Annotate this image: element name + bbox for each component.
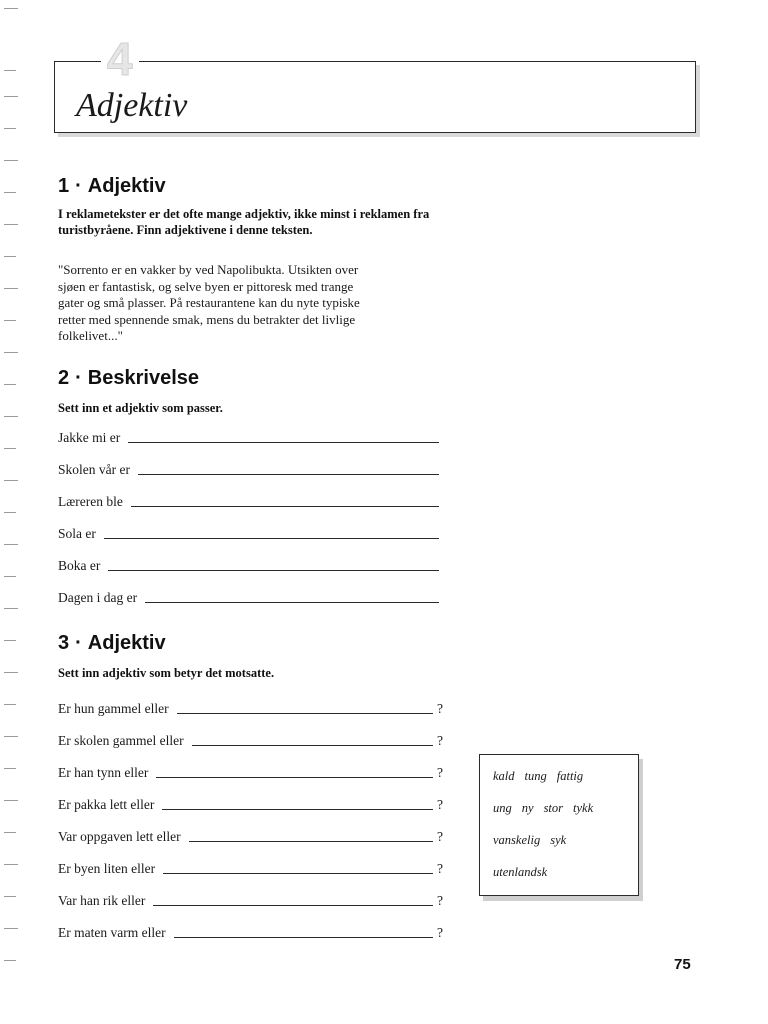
fill-prompt: Er byen liten eller (58, 861, 156, 876)
answer-blank[interactable] (189, 841, 433, 842)
word: stor (543, 801, 564, 815)
fill-prompt: Jakke mi er (58, 430, 121, 445)
answer-blank[interactable] (145, 602, 439, 603)
word: ny (521, 801, 534, 815)
fill-prompt: Sola er (58, 526, 96, 541)
word: tung (524, 769, 547, 783)
scan-margin-marks (0, 0, 30, 1024)
answer-blank[interactable] (128, 442, 439, 443)
word: syk (550, 833, 567, 847)
word-bank-row (493, 800, 603, 816)
answer-blank[interactable] (153, 905, 433, 906)
fill-prompt: Er han tynn eller (58, 765, 149, 780)
fill-row (58, 697, 443, 717)
question-mark: ? (437, 733, 443, 748)
chapter-title: Adjektiv (76, 87, 188, 124)
answer-blank[interactable] (131, 506, 439, 507)
word-bank-row (493, 768, 593, 784)
fill-prompt: Var han rik eller (58, 893, 146, 908)
fill-row (58, 554, 439, 574)
chapter-number: 4 (101, 36, 139, 82)
question-mark: ? (437, 797, 443, 812)
answer-blank[interactable] (104, 538, 439, 539)
section-title: Beskrivelse (87, 367, 199, 389)
section-title: Adjektiv (87, 632, 166, 654)
answer-blank[interactable] (138, 474, 439, 475)
word-bank-box (479, 754, 639, 896)
section-1-quote (58, 262, 443, 345)
fill-row (58, 921, 443, 941)
word: vanskelig (493, 833, 541, 847)
question-mark: ? (437, 829, 443, 844)
quote-line: "Sorrento er en vakker by ved Napolibukta. Utsikten over (58, 262, 359, 277)
question-mark: ? (437, 893, 443, 908)
fill-prompt: Er maten varm eller (58, 925, 166, 940)
fill-row (58, 825, 443, 845)
fill-prompt: Boka er (58, 558, 101, 573)
section-title: Adjektiv (87, 175, 166, 197)
answer-blank[interactable] (177, 713, 433, 714)
fill-row (58, 857, 443, 877)
question-mark: ? (437, 701, 443, 716)
word: utenlandsk (493, 865, 548, 879)
word: tykk (573, 801, 594, 815)
fill-row (58, 426, 439, 446)
section-3-instruction: Sett inn adjektiv som betyr det motsatte. (58, 666, 275, 680)
fill-row (58, 522, 439, 542)
fill-prompt: Er hun gammel eller (58, 701, 169, 716)
question-mark: ? (437, 925, 443, 940)
fill-prompt: Var oppgaven lett eller (58, 829, 181, 844)
quote-line: sjøen er fantastisk, og selve byen er pittoresk med trange (58, 278, 354, 294)
word: kald (493, 769, 515, 783)
answer-blank[interactable] (162, 809, 433, 810)
answer-blank[interactable] (108, 570, 439, 571)
answer-blank[interactable] (163, 873, 433, 874)
section-2-instruction: Sett inn et adjektiv som passer. (58, 401, 223, 415)
section-number: 1 (58, 175, 70, 197)
section-1-heading: 1 · Adjektiv (58, 175, 166, 197)
fill-row (58, 490, 439, 510)
section-3-heading: 3 · Adjektiv (58, 632, 166, 654)
fill-row (58, 586, 439, 606)
fill-prompt: Skolen vår er (58, 462, 130, 477)
page-number: 75 (674, 956, 691, 973)
question-mark: ? (437, 765, 443, 780)
fill-row (58, 458, 439, 478)
word-bank-row (493, 832, 576, 848)
section-number: 3 (58, 632, 70, 654)
fill-prompt: Er pakka lett eller (58, 797, 155, 812)
quote-line: folkelivet..." (58, 328, 123, 343)
word-bank-row (493, 864, 557, 880)
fill-row (58, 889, 443, 909)
answer-blank[interactable] (192, 745, 433, 746)
quote-line: gater og små plasser. På restaurantene kan du nyte typiske (58, 295, 360, 310)
section-number: 2 (58, 367, 70, 389)
section-1-instruction: I reklametekster er det ofte mange adjektiv, ikke minst i reklamen fra turistbyråene. Finn adjektivene i denne teksten. (58, 207, 430, 237)
fill-prompt: Læreren ble (58, 494, 123, 509)
answer-blank[interactable] (156, 777, 433, 778)
word: ung (493, 801, 512, 815)
fill-row (58, 793, 443, 813)
fill-prompt: Er skolen gammel eller (58, 733, 184, 748)
quote-line: retter med spennende smak, mens du betrakter det livlige (58, 311, 356, 327)
fill-prompt: Dagen i dag er (58, 590, 138, 605)
fill-row (58, 761, 443, 781)
fill-row (58, 729, 443, 749)
word: fattig (556, 769, 584, 783)
answer-blank[interactable] (174, 937, 433, 938)
section-2-heading: 2 · Beskrivelse (58, 367, 199, 389)
question-mark: ? (437, 861, 443, 876)
